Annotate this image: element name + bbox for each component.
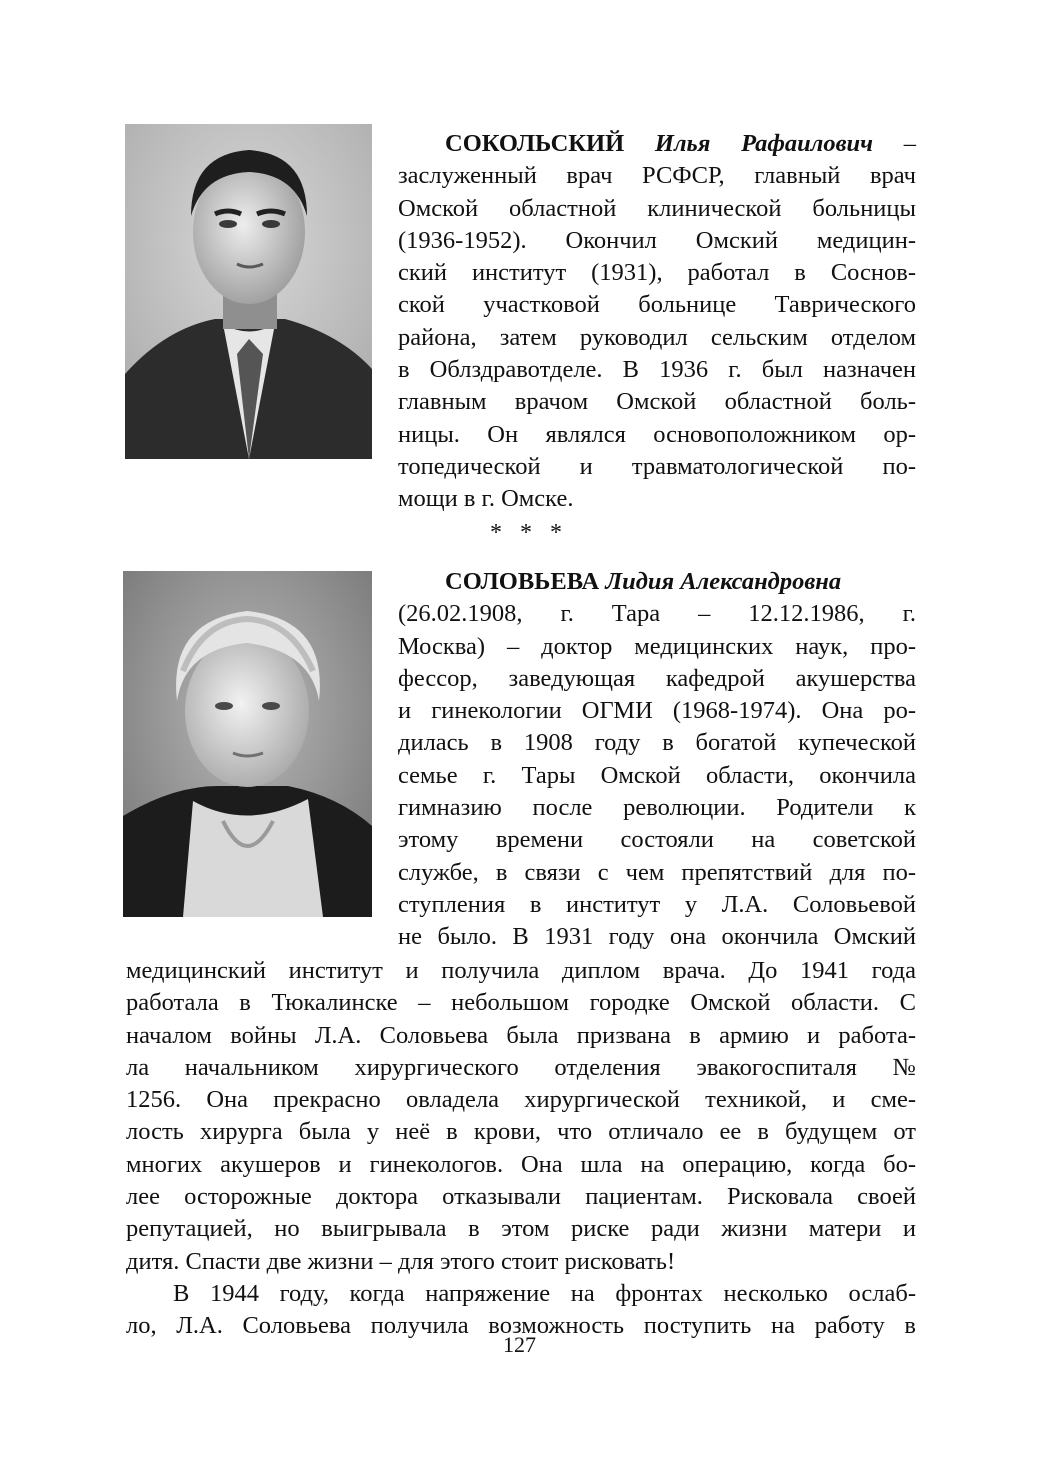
text-line: заслуженный врач РСФСР, главный врач (398, 162, 916, 190)
text-line: семье г. Тары Омской области, окончила (398, 761, 916, 789)
text-line: лость хирурга была у неё в крови, что отличало ее в будущем от (126, 1118, 916, 1146)
text-line: началом войны Л.А. Соловьева была призвана в армию и работа- (126, 1021, 916, 1049)
section-separator: * * * (490, 520, 568, 546)
surname: СОЛОВЬЕВА (445, 568, 600, 595)
portrait-solovieva (123, 571, 372, 917)
text-line: В 1944 году, когда напряжение на фронтах несколько ослаб- (173, 1279, 916, 1307)
text-line: ницы. Он являлся основоположником ор- (398, 420, 916, 448)
text-line: ский институт (1931), работал в Соснов- (398, 259, 916, 287)
portrait-sokolsky (125, 124, 372, 459)
entry-solovieva (398, 566, 916, 954)
page-number: 127 (503, 1332, 536, 1357)
given-name: Илья Рафаилович (654, 130, 874, 157)
given-name: Лидия Александровна (605, 568, 842, 595)
text-line: топедической и травматологической по- (398, 452, 916, 480)
entry-solovieva-continued (126, 955, 916, 1343)
text-line: района, затем руководил сельским отделом (398, 323, 916, 351)
surname: СОКОЛЬСКИЙ (445, 130, 625, 157)
text-line: мощи в г. Омске. (398, 485, 574, 513)
text-line: дитя. Спасти две жизни – для этого стоит рисковать! (126, 1247, 676, 1275)
text-line: дилась в 1908 году в богатой купеческой (398, 729, 916, 757)
text-line: гимназию после революции. Родители к (398, 794, 916, 822)
text-line: работала в Тюкалинске – небольшом городке Омской области. С (126, 989, 916, 1017)
text-line: службе, в связи с чем препятствий для по- (398, 858, 916, 886)
entry-sokolsky (398, 128, 916, 516)
entry-solovieva-heading (398, 566, 916, 598)
text-line: многих акушеров и гинекологов. Она шла на операцию, когда бо- (126, 1150, 916, 1178)
text-line: (26.02.1908, г. Тара – 12.12.1986, г. (398, 600, 916, 628)
entry-sokolsky-heading: СОКОЛЬСКИЙ Илья Рафаилович – (445, 130, 917, 157)
text-line: медицинский институт и получила диплом врача. До 1941 года (126, 957, 916, 984)
text-line: в Облздравотделе. В 1936 г. был назначен (398, 356, 916, 384)
text-line: ступления в институт у Л.А. Соловьевой (398, 890, 916, 918)
text-line: 1256. Она прекрасно овладела хирургической техникой, и сме- (126, 1086, 916, 1114)
text-line: главным врачом Омской областной боль- (398, 388, 916, 416)
text-line: лее осторожные доктора отказывали пациентам. Рисковала своей (126, 1183, 916, 1211)
text-line: репутацией, но выигрывала в этом риске ради жизни матери и (126, 1215, 916, 1243)
text-line: Москва) – доктор медицинских наук, про- (398, 632, 916, 660)
text-line: ла начальником хирургического отделения эвакогоспиталя № (126, 1053, 916, 1081)
text-line: Омской областной клинической больницы (398, 194, 916, 222)
text-line: фессор, заведующая кафедрой акушерства (398, 664, 916, 692)
text-line: этому времени состояли на советской (398, 826, 916, 854)
text-line: (1936-1952). Окончил Омский медицин- (398, 226, 916, 254)
text-line: ло, Л.А. Соловьева получила возможность поступить на работу в (126, 1312, 916, 1340)
text-line: ской участковой больнице Таврического (398, 291, 916, 319)
text-line: и гинекологии ОГМИ (1968-1974). Она ро- (398, 697, 916, 725)
text-line: не было. В 1931 году она окончила Омский (398, 923, 916, 951)
